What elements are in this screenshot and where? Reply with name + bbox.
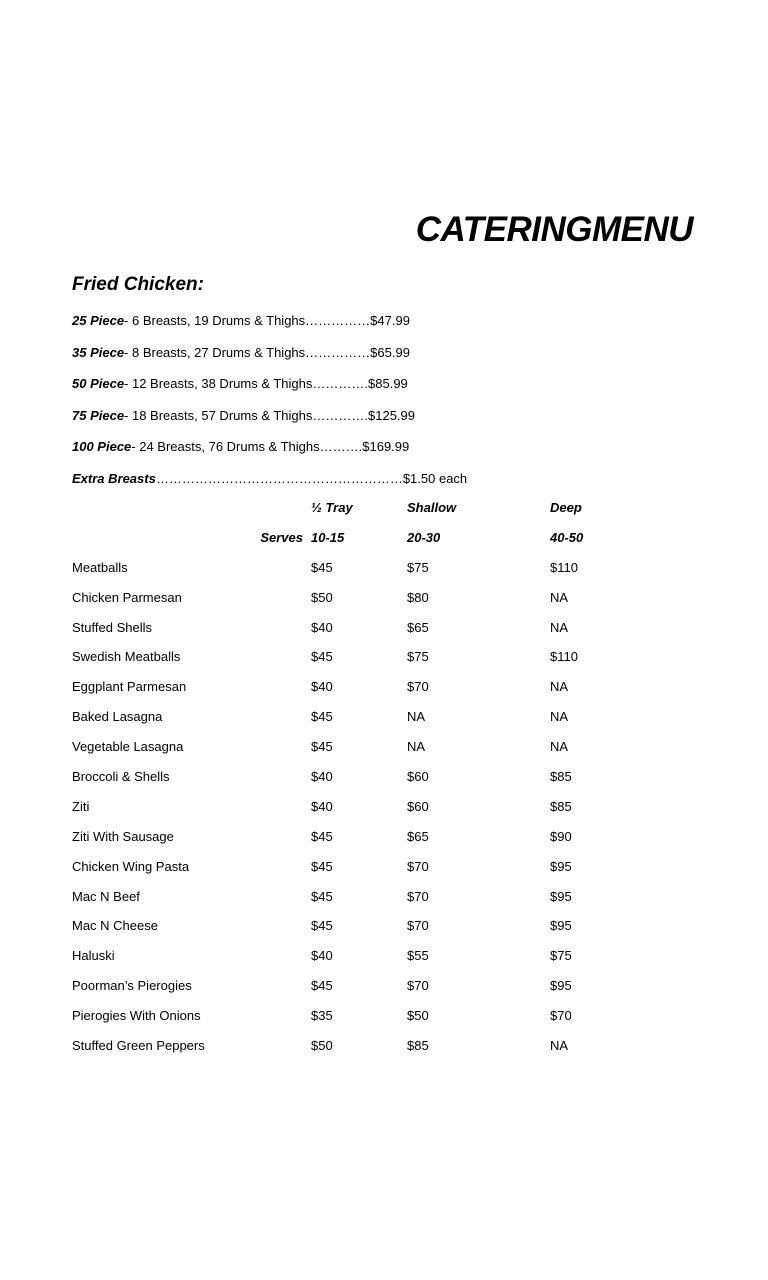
row-deep-price: $85: [550, 769, 572, 785]
row-half-tray-price: $35: [311, 1008, 333, 1024]
chicken-item-price: $85.99: [368, 376, 408, 392]
table-row: [72, 829, 672, 859]
chicken-item-leader: ……………: [305, 344, 371, 360]
row-shallow-price: $55: [407, 948, 429, 964]
row-deep-price: $95: [550, 888, 572, 904]
row-item-name: Baked Lasagna: [72, 709, 163, 725]
row-item-name: Haluski: [72, 948, 115, 964]
row-deep-price: $85: [550, 798, 572, 814]
row-shallow-price: $65: [407, 828, 429, 844]
table-row: [72, 918, 672, 948]
row-shallow-price: $65: [407, 619, 429, 635]
row-shallow-price: $85: [407, 1038, 429, 1054]
row-item-name: Pierogies With Onions: [72, 1008, 201, 1024]
row-deep-price: NA: [550, 589, 569, 605]
chicken-item-leader: ……….: [319, 439, 363, 455]
row-half-tray-price: $40: [311, 679, 333, 695]
chicken-item: [72, 344, 572, 376]
chicken-item-name: 50 Piece: [72, 376, 125, 392]
row-half-tray-price: $45: [311, 888, 333, 904]
chicken-item: [72, 438, 572, 470]
row-shallow-price: $80: [407, 589, 429, 605]
table-row: [72, 889, 672, 919]
row-half-tray-price: $45: [311, 858, 333, 874]
row-shallow-price: $70: [407, 918, 429, 934]
row-item-name: Swedish Meatballs: [72, 649, 181, 665]
table-row: [72, 560, 672, 590]
row-shallow-price: NA: [407, 739, 426, 755]
chicken-item-leader: ………….: [312, 407, 369, 423]
row-shallow-price: $70: [407, 888, 429, 904]
row-item-name: Ziti With Sausage: [72, 828, 174, 844]
fried-chicken-list: [72, 312, 572, 502]
row-shallow-price: $70: [407, 858, 429, 874]
chicken-item: [72, 312, 572, 344]
row-deep-price: NA: [550, 619, 569, 635]
row-deep-price: NA: [550, 679, 569, 695]
table-row: [72, 799, 672, 829]
row-shallow-price: $60: [407, 798, 429, 814]
chicken-item-name: 100 Piece: [72, 439, 132, 455]
row-item-name: Stuffed Shells: [72, 619, 152, 635]
chicken-item-desc: - 24 Breasts, 76 Drums & Thighs: [131, 439, 320, 455]
row-shallow-price: $70: [407, 978, 429, 994]
table-row: [72, 739, 672, 769]
row-half-tray-price: $45: [311, 739, 333, 755]
serves-label-cell: [72, 530, 311, 560]
row-item-name: Ziti: [72, 798, 90, 814]
row-item-name: Chicken Wing Pasta: [72, 858, 190, 874]
header-half-tray: ½ Tray: [311, 500, 353, 515]
table-row: [72, 590, 672, 620]
chicken-item-name: 25 Piece: [72, 313, 125, 328]
row-deep-price: $75: [550, 948, 572, 964]
chicken-item-price: $65.99: [370, 344, 410, 360]
chicken-item-desc: - 12 Breasts, 38 Drums & Thighs: [124, 376, 313, 392]
serves-shallow: 20-30: [407, 529, 441, 545]
chicken-item-desc: - 18 Breasts, 57 Drums & Thighs: [124, 407, 313, 423]
table-row: [72, 620, 672, 650]
row-deep-price: NA: [550, 739, 569, 755]
row-item-name: Mac N Beef: [72, 888, 140, 904]
header-shallow: Shallow: [407, 500, 457, 515]
chicken-item-price: $47.99: [370, 313, 410, 328]
chicken-item-name: 35 Piece: [72, 344, 125, 360]
chicken-item: [72, 407, 572, 439]
chicken-item-price: $169.99: [362, 439, 410, 455]
row-deep-price: NA: [550, 1038, 569, 1054]
chicken-item: [72, 375, 572, 407]
row-half-tray-price: $45: [311, 709, 333, 725]
row-shallow-price: $75: [407, 649, 429, 665]
row-deep-price: $95: [550, 858, 572, 874]
chicken-item-price: $1.50 each: [402, 470, 468, 486]
row-half-tray-price: $40: [311, 798, 333, 814]
row-deep-price: $110: [550, 559, 578, 575]
row-half-tray-price: $40: [311, 948, 333, 964]
chicken-item-desc: - 6 Breasts, 19 Drums & Thighs: [124, 313, 306, 328]
row-deep-price: $70: [550, 1008, 572, 1024]
row-deep-price: $95: [550, 978, 572, 994]
row-item-name: Poorman’s Pierogies: [72, 978, 192, 994]
row-half-tray-price: $45: [311, 978, 333, 994]
row-half-tray-price: $50: [311, 1038, 333, 1054]
table-row: [72, 769, 672, 799]
row-half-tray-price: $40: [311, 769, 333, 785]
row-deep-price: $90: [550, 828, 572, 844]
chicken-item-leader: ………….: [312, 376, 369, 392]
row-deep-price: NA: [550, 709, 569, 725]
row-half-tray-price: $45: [311, 559, 333, 575]
serves-label: Serves: [260, 529, 303, 545]
table-row: [72, 1008, 672, 1038]
serves-deep: 40-50: [550, 529, 584, 545]
page-title: CATERINGMENU: [415, 210, 693, 249]
chicken-item: [72, 470, 572, 502]
header-deep: Deep: [550, 500, 582, 515]
serves-row: [72, 530, 672, 560]
table-row: [72, 709, 672, 739]
table-header-row: [72, 500, 672, 530]
row-shallow-price: NA: [407, 709, 426, 725]
row-half-tray-price: $40: [311, 619, 333, 635]
chicken-item-desc: - 8 Breasts, 27 Drums & Thighs: [124, 344, 306, 360]
row-item-name: Stuffed Green Peppers: [72, 1038, 205, 1054]
row-item-name: Meatballs: [72, 559, 128, 575]
row-shallow-price: $60: [407, 769, 429, 785]
chicken-item-price: $125.99: [368, 407, 416, 423]
row-item-name: Mac N Cheese: [72, 918, 158, 934]
row-half-tray-price: $45: [311, 918, 333, 934]
serves-half-tray: 10-15: [311, 529, 345, 545]
row-shallow-price: $75: [407, 559, 429, 575]
row-shallow-price: $50: [407, 1008, 429, 1024]
row-item-name: Broccoli & Shells: [72, 769, 170, 785]
table-row: [72, 649, 672, 679]
header-blank-cell: [72, 500, 311, 530]
row-half-tray-price: $45: [311, 649, 333, 665]
row-item-name: Chicken Parmesan: [72, 589, 182, 605]
chicken-item-name: 75 Piece: [72, 407, 125, 423]
table-row: [72, 948, 672, 978]
table-row: [72, 859, 672, 889]
chicken-item-name: Extra Breasts: [72, 470, 156, 486]
table-row: [72, 1038, 672, 1068]
fried-chicken-heading: Fried Chicken:: [72, 274, 204, 295]
row-deep-price: $95: [550, 918, 572, 934]
table-row: [72, 679, 672, 709]
row-deep-price: $110: [550, 649, 578, 665]
row-half-tray-price: $50: [311, 589, 333, 605]
chicken-item-leader: …………………………………………………: [155, 470, 403, 486]
row-half-tray-price: $45: [311, 828, 333, 844]
table-row: [72, 978, 672, 1008]
row-item-name: Eggplant Parmesan: [72, 679, 187, 695]
chicken-item-leader: ……………: [305, 313, 371, 328]
tray-price-table: [72, 500, 672, 1068]
row-item-name: Vegetable Lasagna: [72, 739, 184, 755]
row-shallow-price: $70: [407, 679, 429, 695]
